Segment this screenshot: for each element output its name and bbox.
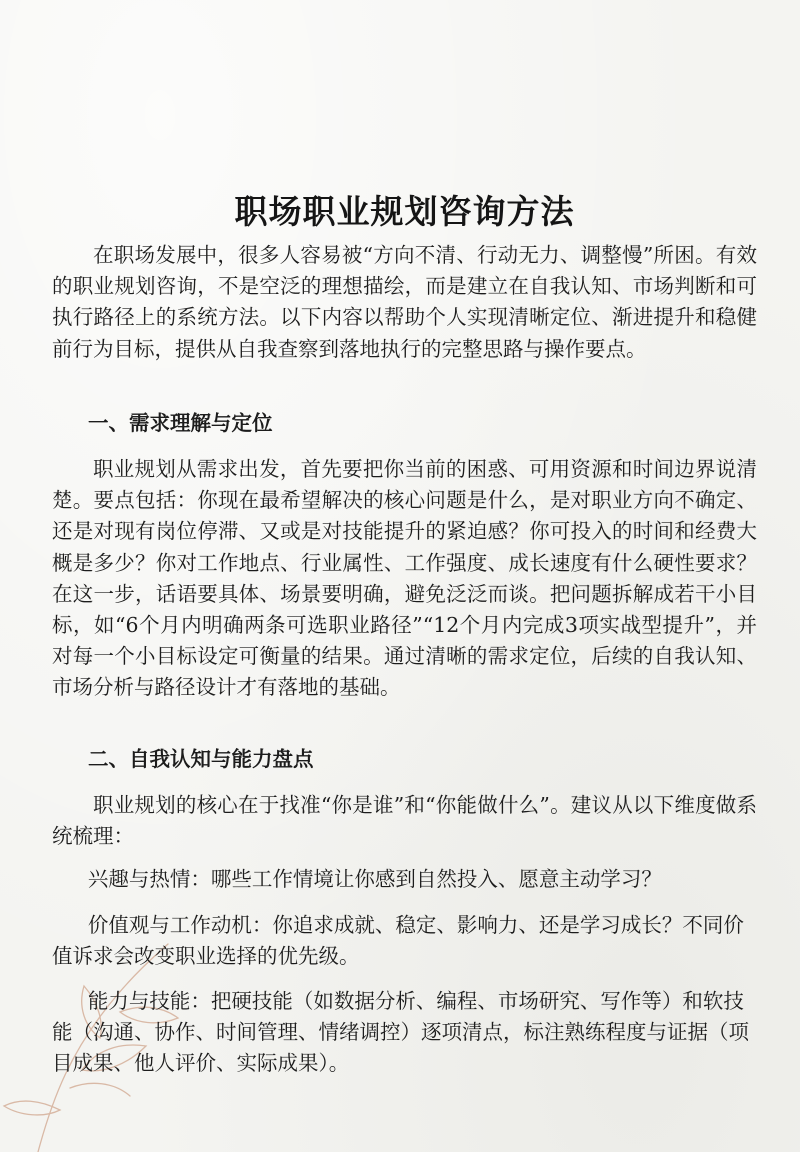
section-2-heading: 二、自我认知与能力盘点 xyxy=(88,747,314,771)
list-item-values: 价值观与工作动机：你追求成就、稳定、影响力、还是学习成长？不同价值诉求会改变职业选择的优先级。 xyxy=(52,913,744,969)
section-1-heading: 一、需求理解与定位 xyxy=(88,411,273,435)
section-2-intro-paragraph: 职业规划的核心在于找准“你是谁”和“你能做什么”。建议从以下维度做系统梳理： xyxy=(52,793,757,849)
section-1-paragraph: 职业规划从需求出发，首先要把你当前的困惑、可用资源和时间边界说清楚。要点包括：你现在最希望解决的核心问题是什么，是对职业方向不确定、还是对现有岗位停滞、又或是对技能提升的紧迫感？你可投入的时间和经费大概是多少？你对工作地点、行业属性、工作强度、成长速度有什么硬性要求？在这一步，话语要具体、场景要明确，避免泛泛而谈。把问题拆解成若干小目标，如“6个月内明确两条可选职业路径”“12个月内完成3项实战型提升”，并对每一个小目标设定可衡量的结果。通过清晰的需求定位，后续的自我认知、市场分析与路径设计才有落地的基础。 xyxy=(52,457,757,700)
list-item-interests: 兴趣与热情：哪些工作情境让你感到自然投入、愿意主动学习？ xyxy=(87,867,662,891)
document-title: 职场职业规划咨询方法 xyxy=(234,192,575,231)
list-item-skills: 能力与技能：把硬技能（如数据分析、编程、市场研究、写作等）和软技能（沟通、协作、时间管理、情绪调控）逐项清点，标注熟练程度与证据（项目成果、他人评价、实际成果）。 xyxy=(52,989,749,1076)
intro-paragraph: 在职场发展中，很多人容易被“方向不清、行动无力、调整慢”所困。有效的职业规划咨询，不是空泛的理想描绘，而是建立在自我认知、市场判断和可执行路径上的系统方法。以下内容以帮助个人实现清晰定位、渐进提升和稳健前行为目标，提供从自我查察到落地执行的完整思路与操作要点。 xyxy=(52,243,757,361)
